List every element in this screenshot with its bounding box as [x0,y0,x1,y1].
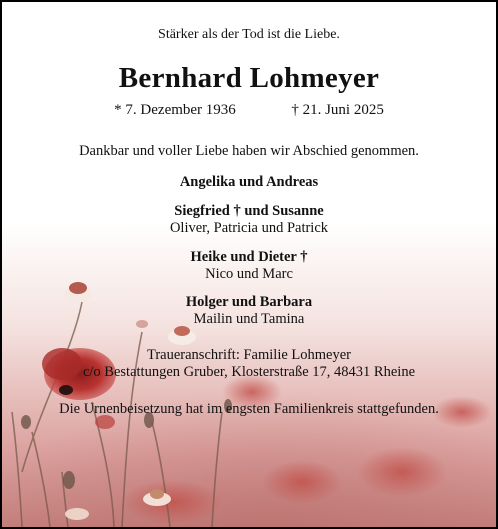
family-name: Holger und Barbara [185,294,313,310]
mourning-address-line: Traueranschrift: Familie Lohmeyer [146,347,352,363]
mourning-address-line: c/o Bestattungen Gruber, Klosterstraße 17, 48431 Rheine [82,364,416,380]
family-children: Oliver, Patricia und Patrick [169,220,329,236]
family-name: Siegfried † und Susanne [174,203,324,219]
farewell-text: Dankbar und voller Liebe haben wir Abschied genommen. [79,143,419,159]
death-date: † 21. Juni 2025 [291,102,384,118]
family-name: Angelika und Andreas [179,174,319,190]
birth-date: * 7. Dezember 1936 [114,102,236,118]
family-children: Mailin und Tamina [193,311,305,327]
life-dates [2,102,496,119]
deceased-name: Bernhard Lohmeyer [118,62,380,94]
family-children: Nico und Marc [205,266,293,282]
motto: Stärker als der Tod ist die Liebe. [158,27,340,42]
family-name: Heike und Dieter † [190,249,308,265]
burial-note: Die Urnenbeisetzung hat im engsten Familienkreis stattgefunden. [59,401,439,417]
